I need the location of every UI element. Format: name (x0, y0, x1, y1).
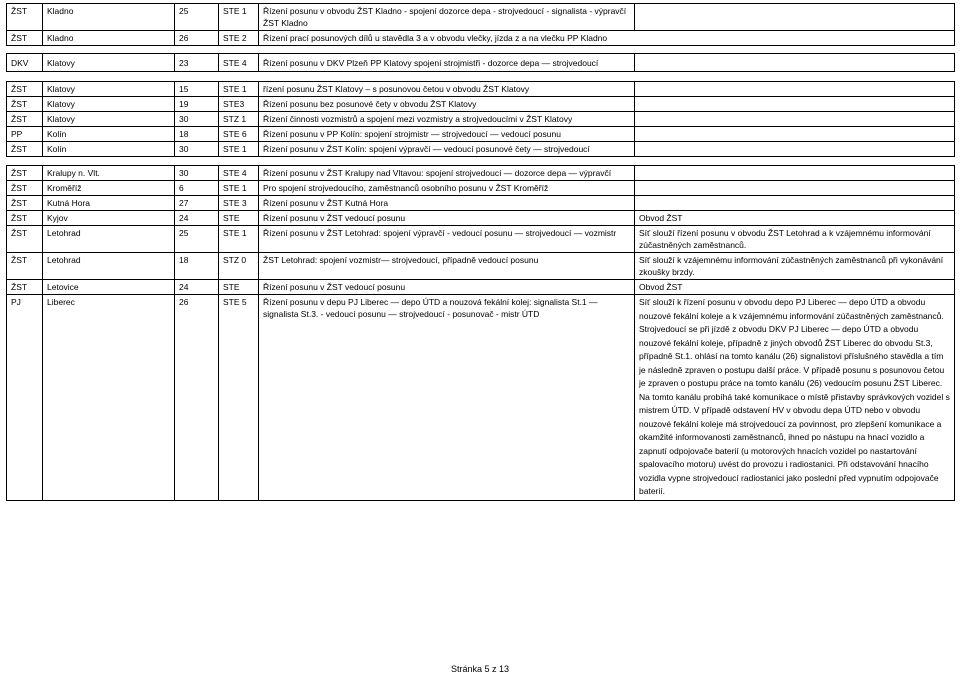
cell-description: Řízení posunu v DKV Plzeň PP Klatovy spojení strojmistři - dozorce depa — strojvedoucí (259, 54, 635, 72)
cell-channel: 24 (175, 280, 219, 295)
cell-place: Kolín (43, 127, 175, 142)
cell-note (635, 97, 955, 112)
cell-note (635, 196, 955, 211)
cell-place: Kladno (43, 4, 175, 31)
cell-description: Řízení posunu v ŽST vedoucí posunu (259, 211, 635, 226)
cell-place: Klatovy (43, 82, 175, 97)
cell-note (635, 54, 955, 72)
cell-note: Obvod ŽST (635, 280, 955, 295)
cell-channel: 30 (175, 166, 219, 181)
cell-type: PJ (7, 295, 43, 501)
table-row (7, 295, 955, 501)
table-block-klatovy-kolin (6, 81, 955, 157)
cell-channel: 26 (175, 31, 219, 46)
cell-description: Řízení posunu v ŽST Letohrad: spojení výpravčí - vedoucí posunu — strojvedoucí — vozmistr (259, 226, 635, 253)
cell-type: ŽST (7, 142, 43, 157)
cell-type: ŽST (7, 4, 43, 31)
cell-place: Letohrad (43, 253, 175, 280)
cell-note (635, 82, 955, 97)
cell-type: ŽST (7, 82, 43, 97)
cell-network: STE (219, 280, 259, 295)
cell-description: Řízení činnosti vozmistrů a spojení mezi vozmistry a strojvedoucími v ŽST Klatovy (259, 112, 635, 127)
cell-channel: 19 (175, 97, 219, 112)
cell-type: ŽST (7, 31, 43, 46)
page-number: Stránka 5 z 13 (450, 664, 510, 674)
cell-note (635, 166, 955, 181)
table-row (7, 280, 955, 295)
cell-channel: 30 (175, 142, 219, 157)
cell-place: Klatovy (43, 54, 175, 72)
cell-type: ŽST (7, 280, 43, 295)
cell-place: Liberec (43, 295, 175, 501)
cell-description: Řízení posunu v ŽST Kolín: spojení výpravčí — vedoucí posunové čety — strojvedoucí (259, 142, 635, 157)
cell-note (635, 112, 955, 127)
cell-type: PP (7, 127, 43, 142)
table-row (7, 253, 955, 280)
cell-network: STZ 1 (219, 112, 259, 127)
cell-channel: 23 (175, 54, 219, 72)
cell-type: ŽST (7, 166, 43, 181)
cell-channel: 25 (175, 4, 219, 31)
cell-description: Řízení prací posunových dílů u stavědla 3 a v obvodu vlečky, jízda z a na vlečku PP Kladno (259, 31, 955, 46)
cell-channel: 6 (175, 181, 219, 196)
cell-note: Obvod ŽST (635, 211, 955, 226)
table-block-kladno (6, 3, 955, 46)
cell-description: Řízení posunu bez posunové čety v obvodu ŽST Klatovy (259, 97, 635, 112)
cell-place: Letohrad (43, 226, 175, 253)
cell-type: ŽST (7, 211, 43, 226)
cell-description: Řízení posunu v depu PJ Liberec — depo ÚTD a nouzová fekální kolej: signalista St.1 — signalista St.3. - vedoucí posunu — strojvedoucí - posunovač - mistr ÚTD (259, 295, 635, 501)
cell-channel: 25 (175, 226, 219, 253)
cell-note: Síť slouží řízení posunu v obvodu ŽST Letohrad a k vzájemnému informování zúčastněných zaměstnanců. (635, 226, 955, 253)
cell-note: Síť slouží k vzájemnému informování zúčastněných zaměstnanců při vykonávání zkoušky brzdy. (635, 253, 955, 280)
cell-type: ŽST (7, 226, 43, 253)
cell-network: STE3 (219, 97, 259, 112)
table-row (7, 226, 955, 253)
cell-network: STE (219, 211, 259, 226)
cell-description: Řízení posunu v ŽST Kralupy nad Vltavou: spojení strojvedoucí — dozorce depa — výpravčí (259, 166, 635, 181)
cell-note (635, 127, 955, 142)
cell-place: Kralupy n. Vlt. (43, 166, 175, 181)
cell-network: STE 4 (219, 166, 259, 181)
cell-network: STE 3 (219, 196, 259, 211)
cell-place: Kutná Hora (43, 196, 175, 211)
cell-network: STE 4 (219, 54, 259, 72)
cell-note (635, 4, 955, 31)
cell-channel: 24 (175, 211, 219, 226)
cell-place: Letovice (43, 280, 175, 295)
cell-description: řízení posunu ŽST Klatovy – s posunovou četou v obvodu ŽST Klatovy (259, 82, 635, 97)
table-row (7, 196, 955, 211)
cell-description: Pro spojení strojvedoucího, zaměstnanců osobního posunu v ŽST Kroměříž (259, 181, 635, 196)
cell-channel: 26 (175, 295, 219, 501)
cell-network: STE 1 (219, 142, 259, 157)
cell-channel: 18 (175, 253, 219, 280)
cell-place: Kroměříž (43, 181, 175, 196)
table-row (7, 112, 955, 127)
cell-network: STE 1 (219, 181, 259, 196)
table-row (7, 31, 955, 46)
cell-network: STE 1 (219, 4, 259, 31)
cell-description: Řízení posunu v ŽST Kutná Hora (259, 196, 635, 211)
cell-place: Klatovy (43, 97, 175, 112)
cell-channel: 30 (175, 112, 219, 127)
table-row (7, 181, 955, 196)
cell-type: ŽST (7, 97, 43, 112)
table-row (7, 4, 955, 31)
cell-place: Kyjov (43, 211, 175, 226)
cell-channel: 27 (175, 196, 219, 211)
cell-network: STE 6 (219, 127, 259, 142)
cell-note (635, 181, 955, 196)
cell-network: STE 2 (219, 31, 259, 46)
cell-type: ŽST (7, 112, 43, 127)
cell-channel: 18 (175, 127, 219, 142)
cell-type: DKV (7, 54, 43, 72)
table-row (7, 211, 955, 226)
table-row (7, 54, 955, 72)
cell-place: Kladno (43, 31, 175, 46)
table-row (7, 166, 955, 181)
cell-network: STE 1 (219, 226, 259, 253)
table-block-kralupy-liberec (6, 165, 955, 501)
table-row (7, 82, 955, 97)
cell-description: Řízení posunu v PP Kolín: spojení strojmistr — strojvedoucí — vedoucí posunu (259, 127, 635, 142)
cell-network: STZ 0 (219, 253, 259, 280)
cell-note: Síť slouží k řízení posunu v obvodu depo PJ Liberec — depo ÚTD a obvodu nouzové fekální koleje a k vzájemnému informování zúčastněných zaměstnanců. Strojvedoucí se při jízdě z obvodu DKV PJ Liberec — depo ÚTD a obvodu nouzové fekální koleje, případně z jiných obvodů ŽST Liberec do obvodu St.3, případně St.1. ohlásí na tomto kanálu (26) signalistovi příslušného stavědla a tím je následně zpraven o postupu další práce. V případě posunu s posunovou četou je zpraven o postupu práce na tomto kanálu (26) vedoucím posunu ŽST Liberec. Na tomto kanálu probíhá také komunikace o místě přistavby správkových vozidel s mistrem ÚTD. V případě odstavení HV v obvodu depa ÚTD nebo v obvodu nouzové fekální koleje má strojvedoucí za povinnost, pro zlepšení komunikace a okamžité informovanosti zaměstnanců, ihned po nástupu na hnací vozidlo a zapnutí odpojovače baterií (u motorových hnacích vozidel po nastartování spalovacího motoru) uvést do provozu i radiostanici. Při odstavování hnacího vozidla vypne strojvedoucí radiostanici jako poslední před vypnutím odpojovače baterií. (635, 295, 955, 501)
cell-network: STE 1 (219, 82, 259, 97)
cell-description: ŽST Letohrad: spojení vozmistr— strojvedoucí, případně vedoucí posunu (259, 253, 635, 280)
cell-type: ŽST (7, 253, 43, 280)
cell-description: Řízení posunu v obvodu ŽST Kladno - spojení dozorce depa - strojvedoucí - signalista - výpravčí ŽST Kladno (259, 4, 635, 31)
cell-type: ŽST (7, 181, 43, 196)
cell-note (635, 142, 955, 157)
table-row (7, 142, 955, 157)
cell-place: Kolín (43, 142, 175, 157)
cell-network: STE 5 (219, 295, 259, 501)
cell-channel: 15 (175, 82, 219, 97)
cell-place: Klatovy (43, 112, 175, 127)
cell-type: ŽST (7, 196, 43, 211)
table-block-dkv (6, 53, 955, 72)
table-row (7, 127, 955, 142)
table-row (7, 97, 955, 112)
cell-description: Řízení posunu v ŽST vedoucí posunu (259, 280, 635, 295)
